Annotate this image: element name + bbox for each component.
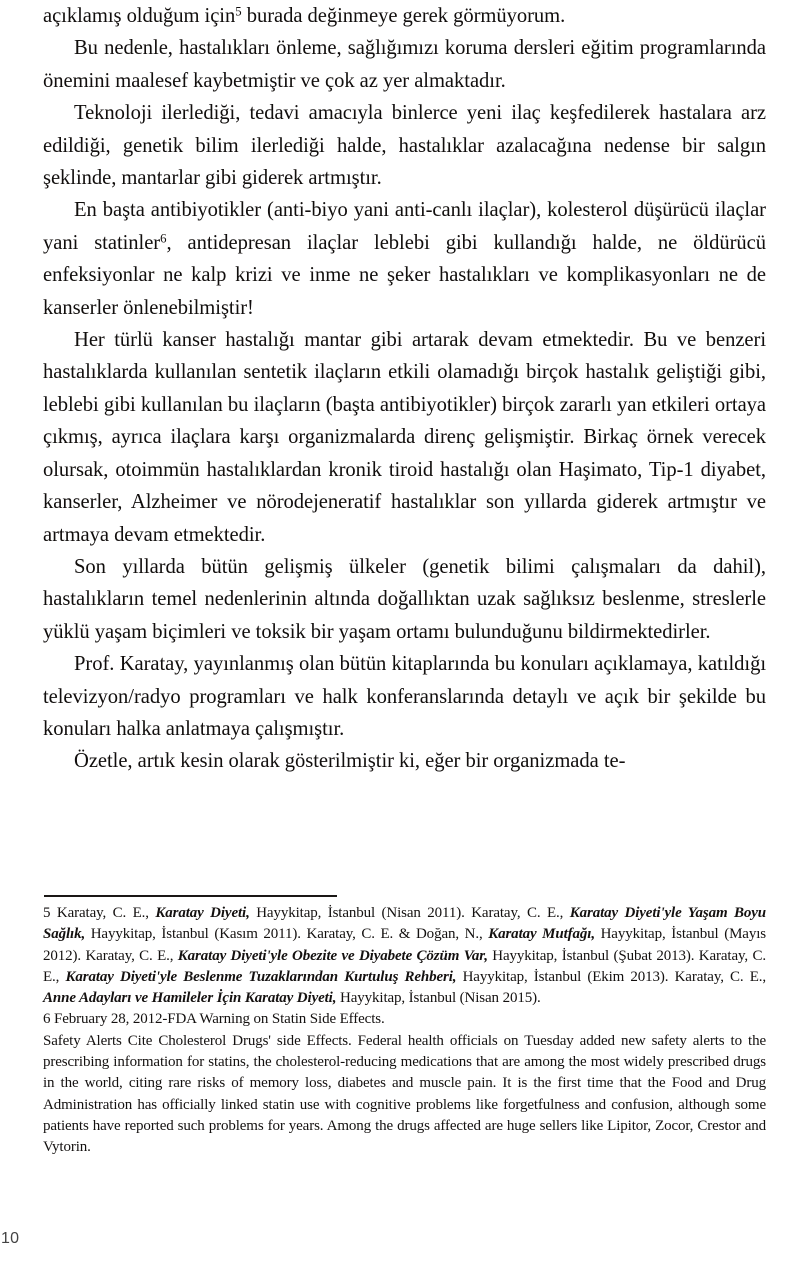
page-number: 10 — [1, 1230, 20, 1247]
footnote-5-seg7: Hayykitap, İstanbul (Nisan 2015). — [336, 990, 541, 1007]
footnote-5-title-1: Karatay Diyeti, — [155, 905, 250, 921]
footnote-5-seg5: Hayykitap, İstanbul (Şubat 2013). Karatay, C. E., — [43, 947, 766, 985]
footnote-5-title-3: Karatay Mutfağı, — [488, 926, 595, 943]
paragraph-4-text-before-marker: En başta antibiyotikler (anti-biyo yani anti-canlı ilaçlar), kolesterol düşürücü ilaçlar yani statinler — [43, 199, 766, 254]
footnote-5-title-2: Karatay Diyeti'yle Yaşam Boyu Sağlık, — [43, 905, 766, 943]
footnote-marker-5[interactable]: 5 — [235, 4, 242, 19]
footnote-marker-6[interactable]: 6 — [160, 231, 167, 246]
paragraph-1-text-before-marker: açıklamış olduğum için — [43, 5, 236, 27]
paragraph-4 — [43, 194, 766, 324]
footnote-area — [43, 903, 766, 1159]
paragraph-8: Özetle, artık kesin olarak gösterilmiştir ki, eğer bir organizmada te- — [74, 750, 626, 773]
body-text-column — [43, 0, 766, 778]
paragraph-3: Teknoloji ilerlediği, tedavi amacıyla binlerce yeni ilaç keşfedilerek hastalara arz edildiği, genetik bilim ilerlediği halde, hastalıklar azalacağına nedense bir salgın şeklinde, mantarlar gibi giderek artmıştır. — [43, 102, 766, 190]
footnote-6-heading-text: February 28, 2012-FDA Warning on Statin Side Effects. — [54, 1011, 385, 1028]
footnote-6-body: Safety Alerts Cite Cholesterol Drugs' side Effects. Federal health officials on Tuesday added new safety alerts to the prescribing information for statins, the cholesterol-reducing medications that are among the most widely prescribed drugs in the world, citing rare risks of memory loss, diabetes and muscle pain. It is the first time that the Food and Drug Administration has officially linked statin use with cognitive problems like forgetfulness and confusion, although some patients have reported such problems for years. Among the drugs affected are huge sellers like Lipitor, Zocor, Crestor and Vytorin. — [43, 1032, 766, 1156]
paragraph-1 — [43, 0, 766, 32]
footnote-5-title-6: Anne Adayları ve Hamileler İçin Karatay Diyeti, — [43, 990, 337, 1007]
footnote-6-number: 6 — [43, 1011, 55, 1028]
paragraph-2: Bu nedenle, hastalıkları önleme, sağlığımızı koruma dersleri eğitim programlarında önemini maalesef kaybetmiştir ve çok az yer almaktadır. — [43, 37, 766, 92]
footnote-separator-rule — [44, 895, 337, 897]
paragraph-6: Son yıllarda bütün gelişmiş ülkeler (genetik bilimi çalışmaları da dahil), hastalıkların temel nedenlerinin altında doğallıktan uzak sağlıksız beslenme, streslerle yüklü yaşam biçimleri ve toksik bir yaşam ortamı bulunduğunu bildirmektedirler. — [43, 555, 766, 643]
paragraph-7: Prof. Karatay, yayınlanmış olan bütün kitaplarında bu konuları açıklamaya, katıldığı televizyon/radyo programları ve halk konferanslarında detaylı ve açık bir şekilde bu konuları halka anlatmaya çalışmıştır. — [43, 653, 766, 740]
footnote-5-seg1: Karatay, C. E., — [56, 905, 156, 921]
paragraph-4-text-after-marker: , antidepresan ilaçlar leblebi gibi kullandığı halde, ne öldürücü enfeksiyonlar ne kalp krizi ve inme ne şeker hastalıkları ve komplikasyonları ne de kanserler önlenebilmiştir! — [43, 231, 766, 319]
footnote-5-seg2: Hayykitap, İstanbul (Nisan 2011). Karatay, C. E., — [249, 905, 570, 921]
footnote-5-title-5: Karatay Diyeti'yle Beslenme Tuzaklarından Kurtuluş Rehberi, — [65, 968, 457, 985]
footnote-5-title-4: Karatay Diyeti'yle Obezite ve Diyabete Çözüm Var, — [177, 947, 488, 964]
footnote-5-seg4: Hayykitap, İstanbul (Mayıs 2012). Karatay, C. E., — [43, 926, 766, 964]
paragraph-5: Her türlü kanser hastalığı mantar gibi artarak devam etmektedir. Bu ve benzeri hastalıklarda kullanılan sentetik ilaçların etkili olamadığı birçok hastalık geliştiği gibi, leblebi gibi kullanılan bu ilaçların (başta antibiyotikler) birçok zararlı yan etkileri ortaya çıkmış, ayrıca ilaçlara karşı organizmalarda direnç gelişmiştir. Birkaç örnek verecek olursak, otoimmün hastalıklardan kronik tiroid hastalığı olan Haşimato, Tip-1 diyabet, kanserler, Alzheimer ve nörodejeneratif hastalıklar son yıllarda giderek artmıştır ve artmaya devam etmektedir. — [43, 329, 766, 546]
paragraph-1-text-after-marker: burada değinmeye gerek görmüyorum. — [241, 5, 566, 27]
footnote-5 — [43, 903, 766, 1009]
footnote-5-number: 5 — [43, 905, 57, 921]
footnote-6-heading — [43, 1009, 766, 1030]
footnote-5-seg6: Hayykitap, İstanbul (Ekim 2013). Karatay, C. E., — [456, 968, 767, 985]
footnote-5-seg3: Hayykitap, İstanbul (Kasım 2011). Karatay, C. E. & Doğan, N., — [85, 926, 489, 943]
